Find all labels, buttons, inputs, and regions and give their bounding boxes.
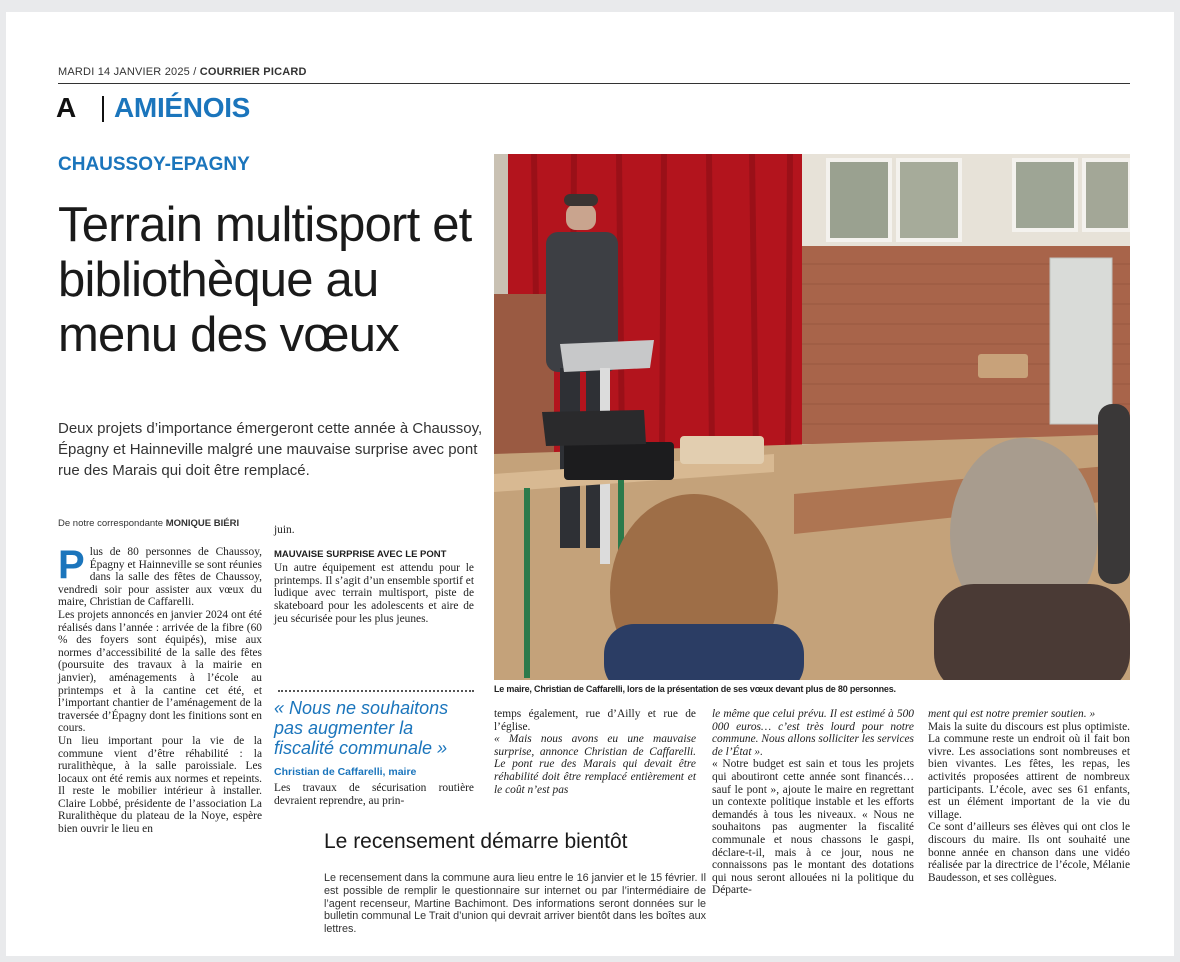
column-3: [494, 708, 696, 796]
quote-divider: [278, 690, 474, 692]
paragraph: Les travaux de sécurisation routière devraient reprendre, au prin-: [274, 782, 474, 807]
paper-name: COURRIER PICARD: [199, 66, 307, 78]
article-lead: Deux projets d’importance émergeront cette année à Chaussoy, Épagny et Hainneville malgré une mauvaise surprise avec pont rue des Marais qui doit être remplacé.: [58, 420, 483, 479]
paragraph: « Notre budget est sain et tous les projets qui aboutiront cette année sont financés… sauf le pont », ajoute le maire en regrettant un contexte politique instable et les efforts demandés à tous les niveaux. « Nous ne souhaitons pas augmenter la fiscalité communale et nous chassons le gaspi, déclare-t-il, mais à ce jour, nous ne connaissons pas le montant des dotations qui nous seront allouées ni la politique du Départe-: [712, 758, 914, 897]
paragraph: lus de 80 personnes de Chaussoy, Épagny et Hainneville se sont réunies dans la salle des fêtes de Chaussoy, vendredi soir pour assister aux vœux du maire, Christian de Caffarelli.: [58, 546, 262, 609]
photo-caption: Le maire, Christian de Caffarelli, lors de la présentation de ses vœux devant plus de 80 personnes.: [494, 684, 896, 694]
column-5: [928, 708, 1130, 884]
pull-quote: « Nous ne souhaitons pas augmenter la fiscalité communale »: [274, 698, 449, 758]
subheading: MAUVAISE SURPRISE AVEC LE PONT: [274, 548, 447, 560]
byline: De notre correspondante MONIQUE BIÉRI: [58, 518, 240, 529]
article-photo: [494, 154, 1130, 680]
article-title: Terrain multisport et bibliothèque au menu des vœux: [58, 198, 472, 362]
paragraph: Un autre équipement est attendu pour le printemps. Il s’agit d’un ensemble sportif et ludique avec terrain multisport, piste de skateboard pour les adolescents et aire de jeu sécurisée pour les plus jeunes.: [274, 562, 474, 625]
paragraph: juin.: [274, 524, 295, 536]
paragraph-quote: « Mais nous avons eu une mauvaise surprise, annonce Christian de Caffarelli. Le pont rue des Marais qui devait être réhabilité doit être remplacé entièrement et le coût n’est pas: [494, 733, 696, 796]
photo-illustration: [494, 154, 1130, 680]
dateline: MARDI 14 JANVIER 2025 / COURRIER PICARD: [58, 66, 307, 78]
chair: [680, 436, 764, 464]
projector: [564, 442, 674, 480]
paragraph: Les projets annoncés en janvier 2024 ont été réalisés dans l’année : arrivée de la fibre (60 % des foyers sont équipés), mise aux normes d’accessibilité de la salle des fêtes (poursuite des travaux à la mairie en janvier), aménagements à l’école au printemps et à la cantine cet été, et l’important chantier de l’aménagement de la traversée d’Épagny dont les finitions sont en cours.: [58, 608, 262, 735]
paragraph-quote: le même que celui prévu. Il est estimé à 500 000 euros… c’est très lourd pour notre commune. Nous allons solliciter les services de l’État ».: [712, 708, 914, 758]
paragraph: Mais la suite du discours est plus optimiste. La commune reste un endroit où il fait bon vivre. Les associations sont nombreuses et bien vivantes. Les fêtes, les repas, les activités proposées attirent de nombreux participants. L’école, avec ses 61 enfants, est un élément important de la vie du village.: [928, 720, 1130, 821]
newspaper-page: [6, 12, 1174, 956]
paragraph: temps également, rue d’Ailly et rue de l’église.: [494, 708, 696, 733]
column-4: [712, 708, 914, 897]
paragraph-quote: ment qui est notre premier soutien. »: [928, 708, 1096, 720]
author-name: MONIQUE BIÉRI: [165, 518, 240, 529]
radiator: [1050, 258, 1112, 424]
speaker-head: [566, 204, 596, 230]
section-name: AMIÉNOIS: [114, 92, 251, 123]
date: MARDI 14 JANVIER 2025: [58, 66, 190, 78]
sidebar-box-title: Le recensement démarre bientôt: [324, 830, 628, 853]
lectern: [560, 340, 654, 372]
section-letter: A: [56, 92, 77, 123]
column-1: [58, 543, 262, 836]
drop-cap: P: [58, 543, 85, 587]
column-2-continued: [274, 782, 474, 807]
sidebar-box-text: Le recensement dans la commune aura lieu entre le 16 janvier et le 15 février. Il est possible de remplir le questionnaire sur internet ou par l’intermédiaire de l’agent recenseur, Martine Bachimont. Des informations seront données sur le bulletin communal Le Trait d’union qui devrait arriver bientôt dans les boîtes aux lettres.: [324, 872, 706, 936]
header-rule: [58, 83, 1130, 84]
column-2: [274, 524, 474, 625]
pull-quote-author: Christian de Caffarelli, maire: [274, 766, 417, 778]
paragraph: Ce sont d’ailleurs ses élèves qui ont clos le discours du maire. Ils ont souhaité une bonne année en chanson dans une vidéo réalisée par la directrice de l’école, Mélanie Baudesson, et ses collègues.: [928, 821, 1130, 884]
paragraph: Un lieu important pour la vie de la commune vient d’être réhabilité : la ruralithèque, à la salle paroissiale. Les locaux ont été remis aux normes et repeints. Il reste le mobilier intérieur à installer. Claire Lobbé, présidente de l’association La Ruralithèque du plateau de la Noye, espère bien ouvrir le lieu en: [58, 734, 262, 836]
article-kicker: CHAUSSOY-EPAGNY: [58, 154, 250, 175]
section-divider: [102, 96, 104, 122]
